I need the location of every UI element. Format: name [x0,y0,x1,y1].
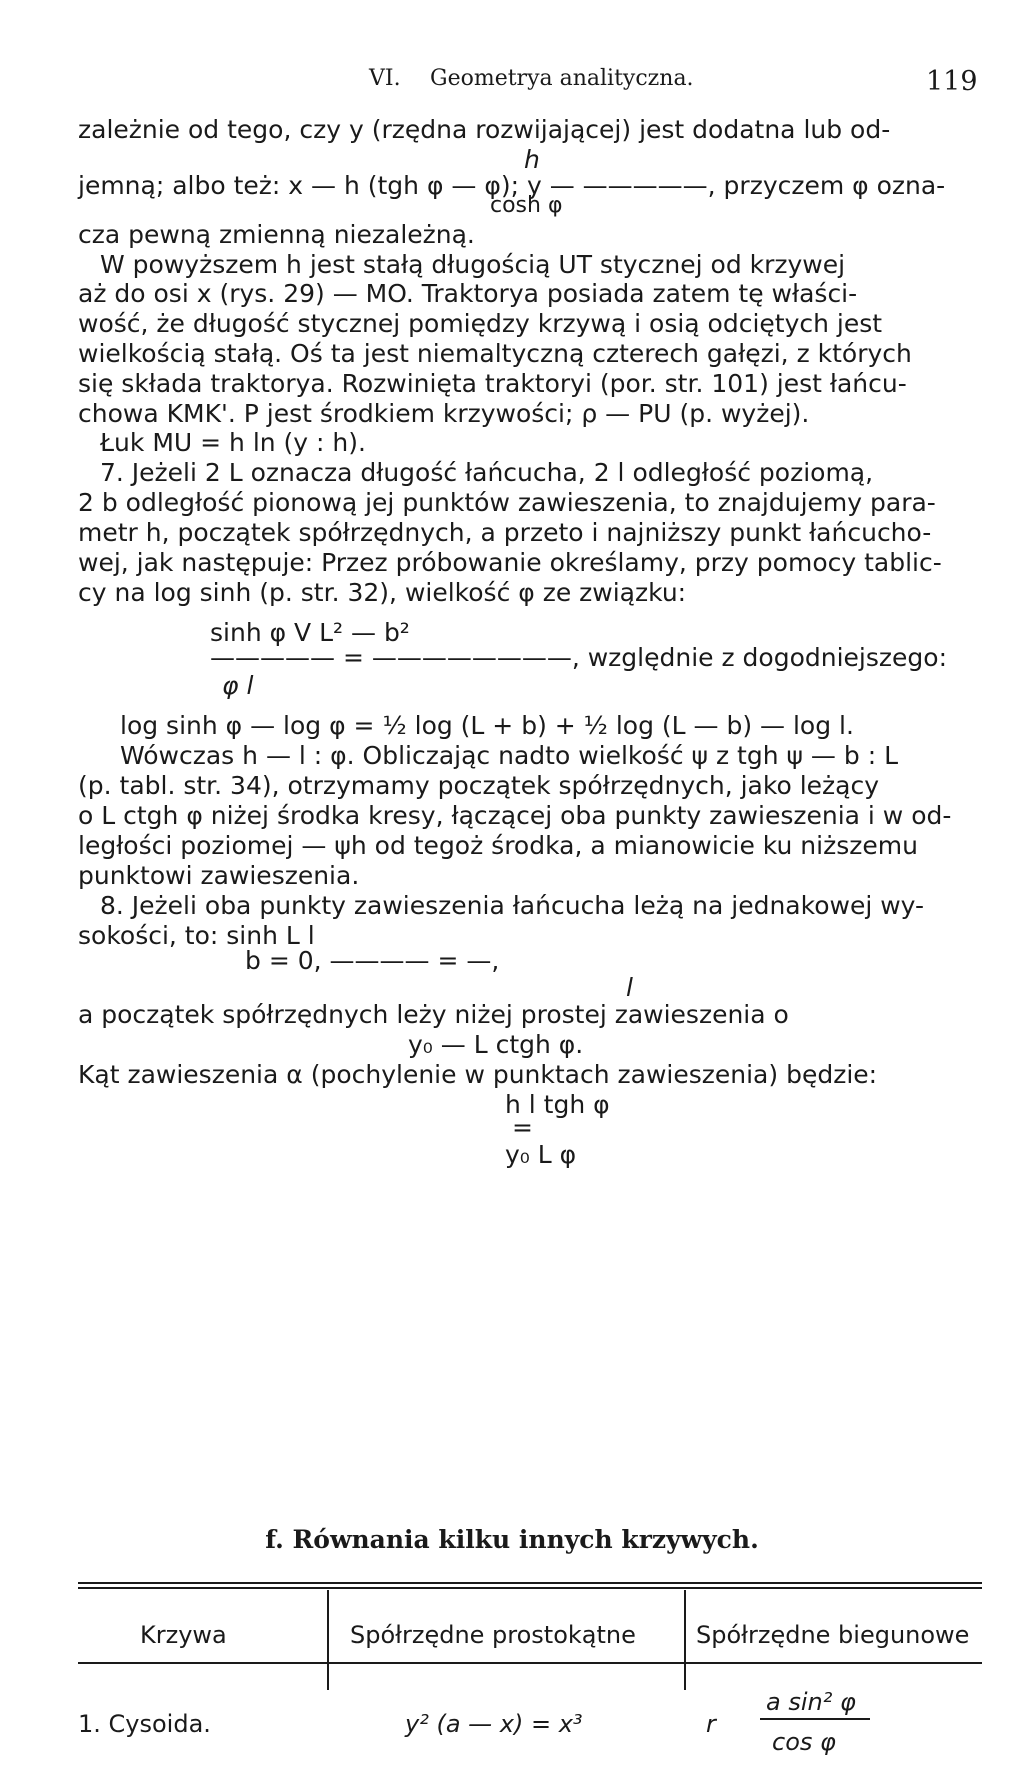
table-row-polar-den: cos φ [772,1728,836,1756]
table-header-polar: Spółrzędne biegunowe [696,1621,970,1649]
text-line: wej, jak następuje: Przez próbowanie określamy, przy pomocy tablic- [78,548,942,577]
table-top-rule [78,1582,982,1584]
text-line: 8. Jeżeli oba punkty zawieszenia łańcucha leżą na jednakowej wy- [100,891,925,920]
text-line: 7. Jeżeli 2 L oznacza długość łańcucha, 2 l odległość poziomą, [100,458,874,487]
text-line: aż do osi x (rys. 29) — MO. Traktorya posiada zatem tę właści- [78,279,858,308]
formula-line: h l tgh φ [505,1090,610,1119]
formula-line: y₀ — L ctgh φ. [408,1030,584,1059]
table-header-cartesian: Spółrzędne prostokątne [350,1621,636,1649]
text-line: Łuk MU = h ln (y : h). [100,428,366,457]
text-line: Kąt zawieszenia α (pochylenie w punktach zawieszenia) będzie: [78,1060,878,1089]
text-line: Wówczas h — l : φ. Obliczając nadto wielkość ψ z tgh ψ — b : L [120,741,898,770]
running-head-title: Geometrya analityczna. [430,66,694,91]
formula-line: ————— = ————————, względnie z dogodniejszego: [210,643,947,672]
formula-line: sinh φ V L² — b² [210,618,410,647]
formula-line: log sinh φ — log φ = ½ log (L + b) + ½ log (L — b) — log l. [120,711,854,740]
running-head-section: VI. [369,66,401,91]
table-top-rule-2 [78,1587,982,1589]
text-line: zależnie od tego, czy y (rzędna rozwijającej) jest dodatna lub od- [78,115,891,144]
formula-line: φ l [222,671,254,700]
formula-line: l [626,973,633,1002]
text-line: wość, że długość stycznej pomiędzy krzywą i osią odciętych jest [78,309,883,338]
table-col-divider [327,1590,329,1690]
text-line: 2 b odległość pionową jej punktów zawieszenia, to znajdujemy para- [78,488,936,517]
text-line: się składa traktorya. Rozwinięta traktoryi (por. str. 101) jest łańcu- [78,369,907,398]
formula-line: b = 0, ———— = —, [245,946,500,975]
formula-line: y₀ L φ [505,1140,577,1169]
text-line: sokości, to: sinh L l [78,921,315,950]
section-heading: f. Równania kilku innych krzywych. [265,1525,759,1554]
table-col-divider [684,1590,686,1690]
table-row-name: 1. Cysoida. [78,1710,211,1738]
text-line: a początek spółrzędnych leży niżej prostej zawieszenia o [78,1000,789,1029]
text-line: cy na log sinh (p. str. 32), wielkość φ ze związku: [78,578,687,607]
page-number: 119 [926,66,978,97]
text-line: chowa KMK'. P jest środkiem krzywości; ρ — PU (p. wyżej). [78,399,810,428]
formula-line: = [512,1113,533,1142]
table-header-curve: Krzywa [140,1621,227,1649]
table-header-rule [78,1662,982,1664]
table-row-cartesian: y² (a — x) = x³ [405,1710,583,1738]
text-line: o L ctgh φ niżej środka kresy, łączącej oba punkty zawieszenia i w od- [78,801,952,830]
table-row-polar-lhs: r [706,1710,716,1738]
text-line: punktowi zawieszenia. [78,861,360,890]
table-row-polar-num: a sin² φ [766,1688,856,1716]
text-line: wielkością stałą. Oś ta jest niemaltyczną czterech gałęzi, z których [78,339,912,368]
text-line: ległości poziomej — ψh od tegoż środka, a mianowicie ku niższemu [78,831,918,860]
text-line: metr h, początek spółrzędnych, a przeto i najniższy punkt łańcucho- [78,518,932,547]
fraction-bar [760,1718,870,1720]
text-line: cza pewną zmienną niezależną. [78,220,475,249]
text-line: jemną; albo też: x — h (tgh φ — φ); y — —————, przyczem φ ozna- [78,171,946,200]
text-line: cosh φ [490,193,563,218]
text-line: (p. tabl. str. 34), otrzymamy początek spółrzędnych, jako leżący [78,771,880,800]
text-line: h [524,145,540,174]
text-line: W powyższem h jest stałą długością UT stycznej od krzywej [100,250,846,279]
